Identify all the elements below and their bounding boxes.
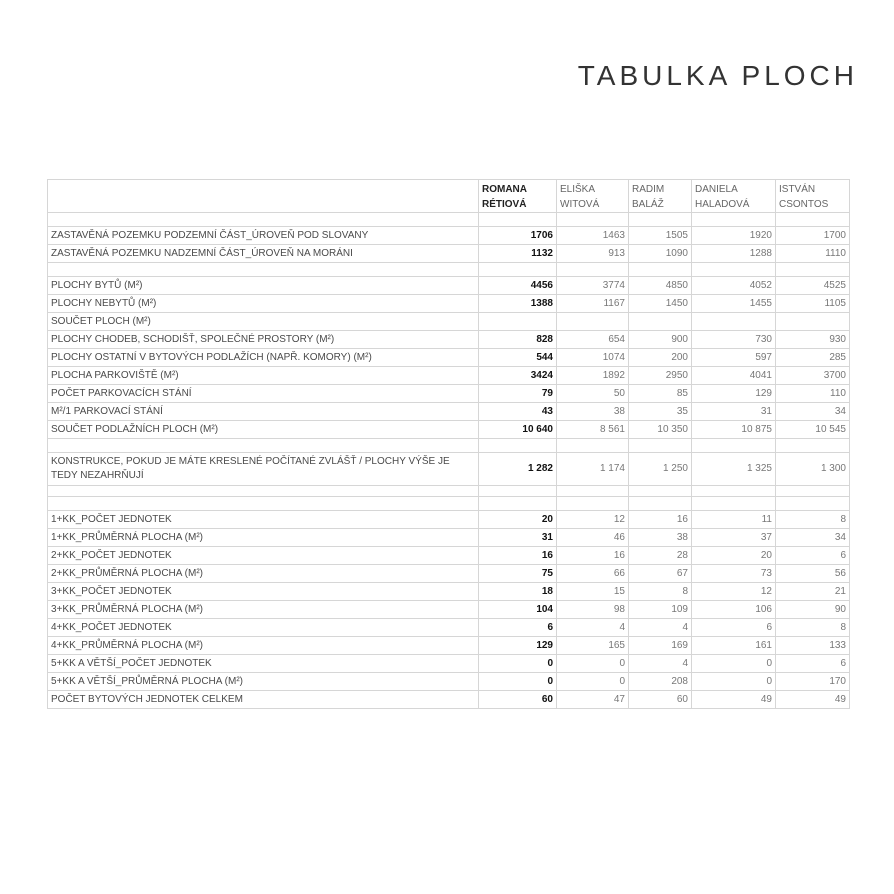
row-value: 34 — [776, 403, 850, 421]
table-row — [48, 453, 850, 486]
row-label: ZASTAVĚNÁ POZEMKU PODZEMNÍ ČÁST_ÚROVEŇ POD SLOVANY — [48, 227, 479, 245]
spacer-cell — [692, 263, 776, 277]
column-header-last-name: HALADOVÁ — [695, 199, 750, 210]
table-row — [48, 349, 850, 367]
row-value: 60 — [479, 691, 557, 709]
row-value: 654 — [557, 331, 629, 349]
row-label: 1+KK_PRŮMĚRNÁ PLOCHA (M²) — [48, 529, 479, 547]
table-row — [48, 313, 850, 331]
row-value: 3424 — [479, 367, 557, 385]
column-header-last-name: CSONTOS — [779, 199, 829, 210]
row-value: 1110 — [776, 245, 850, 263]
row-value: 1 300 — [776, 453, 850, 486]
row-value: 8 — [776, 511, 850, 529]
row-value: 1920 — [692, 227, 776, 245]
row-value: 6 — [692, 619, 776, 637]
row-label: 1+KK_POČET JEDNOTEK — [48, 511, 479, 529]
spacer-cell — [557, 213, 629, 227]
table-row — [48, 637, 850, 655]
row-value: 85 — [629, 385, 692, 403]
row-value: 10 875 — [692, 421, 776, 439]
row-value: 90 — [776, 601, 850, 619]
table-row — [48, 227, 850, 245]
row-value: 12 — [692, 583, 776, 601]
page-title: TABULKA PLOCH — [577, 60, 858, 91]
spacer-cell — [692, 439, 776, 453]
row-value: 1090 — [629, 245, 692, 263]
row-value: 35 — [629, 403, 692, 421]
row-label: PLOCHY BYTŮ (M²) — [48, 277, 479, 295]
spacer-cell — [479, 497, 557, 511]
row-value: 3774 — [557, 277, 629, 295]
table-row — [48, 655, 850, 673]
row-value — [692, 313, 776, 331]
column-header — [479, 180, 557, 213]
row-label: SOUČET PODLAŽNÍCH PLOCH (M²) — [48, 421, 479, 439]
row-value: 200 — [629, 349, 692, 367]
row-value: 1132 — [479, 245, 557, 263]
row-value: 1463 — [557, 227, 629, 245]
row-value: 31 — [479, 529, 557, 547]
row-label: PLOCHY OSTATNÍ V BYTOVÝCH PODLAŽÍCH (NAPŘ. KOMORY) (M²) — [48, 349, 479, 367]
row-value: 12 — [557, 511, 629, 529]
row-value: 1105 — [776, 295, 850, 313]
header-corner — [48, 180, 479, 213]
spacer-cell — [629, 439, 692, 453]
row-value: 6 — [479, 619, 557, 637]
row-label: 3+KK_PRŮMĚRNÁ PLOCHA (M²) — [48, 601, 479, 619]
row-value: 20 — [692, 547, 776, 565]
spacer-cell — [479, 263, 557, 277]
row-label: ZASTAVĚNÁ POZEMKU NADZEMNÍ ČÁST_ÚROVEŇ NA MORÁNI — [48, 245, 479, 263]
row-label: 3+KK_POČET JEDNOTEK — [48, 583, 479, 601]
column-header-first-name: ELIŠKA — [560, 184, 596, 195]
column-header-first-name: RADIM — [632, 184, 665, 195]
row-label: SOUČET PLOCH (M²) — [48, 313, 479, 331]
row-value: 1455 — [692, 295, 776, 313]
row-label: PLOCHY NEBYTŮ (M²) — [48, 295, 479, 313]
row-value: 50 — [557, 385, 629, 403]
row-value: 8 — [629, 583, 692, 601]
column-header-last-name: BALÁŽ — [632, 199, 664, 210]
row-value: 18 — [479, 583, 557, 601]
spacer-cell — [776, 497, 850, 511]
spacer-row — [48, 439, 850, 453]
row-value: 20 — [479, 511, 557, 529]
spacer-cell — [629, 213, 692, 227]
row-value: 0 — [692, 655, 776, 673]
row-value: 16 — [557, 547, 629, 565]
row-value: 56 — [776, 565, 850, 583]
row-value: 10 350 — [629, 421, 692, 439]
row-value: 133 — [776, 637, 850, 655]
area-table-body — [48, 180, 850, 709]
row-value: 98 — [557, 601, 629, 619]
row-value: 109 — [629, 601, 692, 619]
row-label: 2+KK_POČET JEDNOTEK — [48, 547, 479, 565]
table-row — [48, 583, 850, 601]
table-row — [48, 277, 850, 295]
row-value: 79 — [479, 385, 557, 403]
spacer-cell — [776, 213, 850, 227]
row-value: 129 — [692, 385, 776, 403]
column-header-first-name: ISTVÁN — [779, 184, 816, 195]
row-value: 129 — [479, 637, 557, 655]
row-value: 930 — [776, 331, 850, 349]
table-row — [48, 295, 850, 313]
spacer-cell — [48, 497, 479, 511]
spacer-row — [48, 213, 850, 227]
spacer-cell — [48, 439, 479, 453]
row-value: 106 — [692, 601, 776, 619]
row-value: 73 — [692, 565, 776, 583]
row-value: 1388 — [479, 295, 557, 313]
row-value: 4 — [629, 655, 692, 673]
row-value: 16 — [479, 547, 557, 565]
row-value: 2950 — [629, 367, 692, 385]
row-value: 0 — [479, 673, 557, 691]
row-value: 38 — [557, 403, 629, 421]
row-value: 900 — [629, 331, 692, 349]
column-header-last-name: WITOVÁ — [560, 199, 600, 210]
spacer-cell — [48, 213, 479, 227]
row-value: 10 545 — [776, 421, 850, 439]
column-header-first-name: ROMANA — [482, 184, 527, 195]
row-value: 60 — [629, 691, 692, 709]
row-value: 43 — [479, 403, 557, 421]
row-label: 5+KK A VĚTŠÍ_PRŮMĚRNÁ PLOCHA (M²) — [48, 673, 479, 691]
spacer-cell — [692, 486, 776, 497]
row-value: 10 640 — [479, 421, 557, 439]
table-row — [48, 547, 850, 565]
spacer-cell — [692, 213, 776, 227]
row-value: 11 — [692, 511, 776, 529]
row-label: PLOCHY CHODEB, SCHODIŠŤ, SPOLEČNÉ PROSTORY (M²) — [48, 331, 479, 349]
column-header — [692, 180, 776, 213]
spacer-cell — [48, 263, 479, 277]
row-label: 4+KK_PRŮMĚRNÁ PLOCHA (M²) — [48, 637, 479, 655]
row-value: 67 — [629, 565, 692, 583]
area-table — [47, 179, 850, 709]
row-value: 3700 — [776, 367, 850, 385]
row-label: POČET PARKOVACÍCH STÁNÍ — [48, 385, 479, 403]
row-value: 46 — [557, 529, 629, 547]
spacer-cell — [557, 497, 629, 511]
table-row — [48, 367, 850, 385]
row-value — [557, 313, 629, 331]
row-value: 21 — [776, 583, 850, 601]
spacer-cell — [48, 486, 479, 497]
row-value: 66 — [557, 565, 629, 583]
row-value: 1 282 — [479, 453, 557, 486]
spacer-cell — [629, 486, 692, 497]
table-row — [48, 601, 850, 619]
spacer-cell — [479, 439, 557, 453]
row-value: 0 — [479, 655, 557, 673]
column-header — [776, 180, 850, 213]
row-value: 16 — [629, 511, 692, 529]
table-row — [48, 331, 850, 349]
row-value: 49 — [692, 691, 776, 709]
row-label: PLOCHA PARKOVIŠTĚ (M²) — [48, 367, 479, 385]
row-value: 730 — [692, 331, 776, 349]
row-value: 597 — [692, 349, 776, 367]
row-value: 75 — [479, 565, 557, 583]
spacer-row — [48, 497, 850, 511]
row-value: 34 — [776, 529, 850, 547]
row-value: 28 — [629, 547, 692, 565]
row-label: 2+KK_PRŮMĚRNÁ PLOCHA (M²) — [48, 565, 479, 583]
spacer-cell — [557, 486, 629, 497]
row-value: 1700 — [776, 227, 850, 245]
row-value: 1505 — [629, 227, 692, 245]
spacer-cell — [776, 486, 850, 497]
column-header-first-name: DANIELA — [695, 184, 738, 195]
row-value: 0 — [557, 673, 629, 691]
row-value: 4052 — [692, 277, 776, 295]
row-value: 104 — [479, 601, 557, 619]
row-value: 1074 — [557, 349, 629, 367]
row-value: 4041 — [692, 367, 776, 385]
row-value: 38 — [629, 529, 692, 547]
row-value: 161 — [692, 637, 776, 655]
spacer-cell — [557, 439, 629, 453]
table-row — [48, 403, 850, 421]
row-value: 1288 — [692, 245, 776, 263]
row-value — [629, 313, 692, 331]
row-value: 208 — [629, 673, 692, 691]
spacer-cell — [776, 263, 850, 277]
table-row — [48, 619, 850, 637]
row-value: 165 — [557, 637, 629, 655]
row-value: 1892 — [557, 367, 629, 385]
row-value: 913 — [557, 245, 629, 263]
spacer-cell — [557, 263, 629, 277]
spacer-cell — [629, 497, 692, 511]
row-value — [479, 313, 557, 331]
row-value: 285 — [776, 349, 850, 367]
header-row — [48, 180, 850, 213]
table-row — [48, 245, 850, 263]
row-value — [776, 313, 850, 331]
row-label: POČET BYTOVÝCH JEDNOTEK CELKEM — [48, 691, 479, 709]
row-value: 4 — [557, 619, 629, 637]
row-value: 170 — [776, 673, 850, 691]
row-value: 110 — [776, 385, 850, 403]
column-header-last-name: RÉTIOVÁ — [482, 199, 527, 210]
row-value: 37 — [692, 529, 776, 547]
table-row — [48, 691, 850, 709]
row-label: M²/1 PARKOVACÍ STÁNÍ — [48, 403, 479, 421]
row-value: 544 — [479, 349, 557, 367]
table-row — [48, 421, 850, 439]
table-row — [48, 673, 850, 691]
table-row — [48, 385, 850, 403]
row-value: 4525 — [776, 277, 850, 295]
spacer-cell — [692, 497, 776, 511]
column-header — [557, 180, 629, 213]
spacer-cell — [629, 263, 692, 277]
column-header — [629, 180, 692, 213]
table-row — [48, 529, 850, 547]
row-value: 1 250 — [629, 453, 692, 486]
row-label: 5+KK A VĚTŠÍ_POČET JEDNOTEK — [48, 655, 479, 673]
table-row — [48, 511, 850, 529]
row-value: 0 — [692, 673, 776, 691]
row-value: 4 — [629, 619, 692, 637]
row-value: 828 — [479, 331, 557, 349]
row-value: 31 — [692, 403, 776, 421]
spacer-cell — [479, 213, 557, 227]
row-value: 1706 — [479, 227, 557, 245]
row-value: 169 — [629, 637, 692, 655]
row-value: 6 — [776, 655, 850, 673]
spacer-cell — [776, 439, 850, 453]
spacer-cell — [479, 486, 557, 497]
row-value: 4456 — [479, 277, 557, 295]
row-value: 0 — [557, 655, 629, 673]
row-label: KONSTRUKCE, POKUD JE MÁTE KRESLENÉ POČÍTANÉ ZVLÁŠŤ / PLOCHY VÝŠE JE TEDY NEZAHRŇUJÍ — [48, 453, 479, 486]
table-row — [48, 565, 850, 583]
row-value: 8 561 — [557, 421, 629, 439]
row-value: 1 174 — [557, 453, 629, 486]
row-value: 15 — [557, 583, 629, 601]
row-value: 1450 — [629, 295, 692, 313]
row-value: 6 — [776, 547, 850, 565]
spacer-row — [48, 486, 850, 497]
row-value: 49 — [776, 691, 850, 709]
row-value: 1 325 — [692, 453, 776, 486]
row-value: 47 — [557, 691, 629, 709]
row-value: 8 — [776, 619, 850, 637]
row-value: 1167 — [557, 295, 629, 313]
row-label: 4+KK_POČET JEDNOTEK — [48, 619, 479, 637]
spacer-row — [48, 263, 850, 277]
row-value: 4850 — [629, 277, 692, 295]
